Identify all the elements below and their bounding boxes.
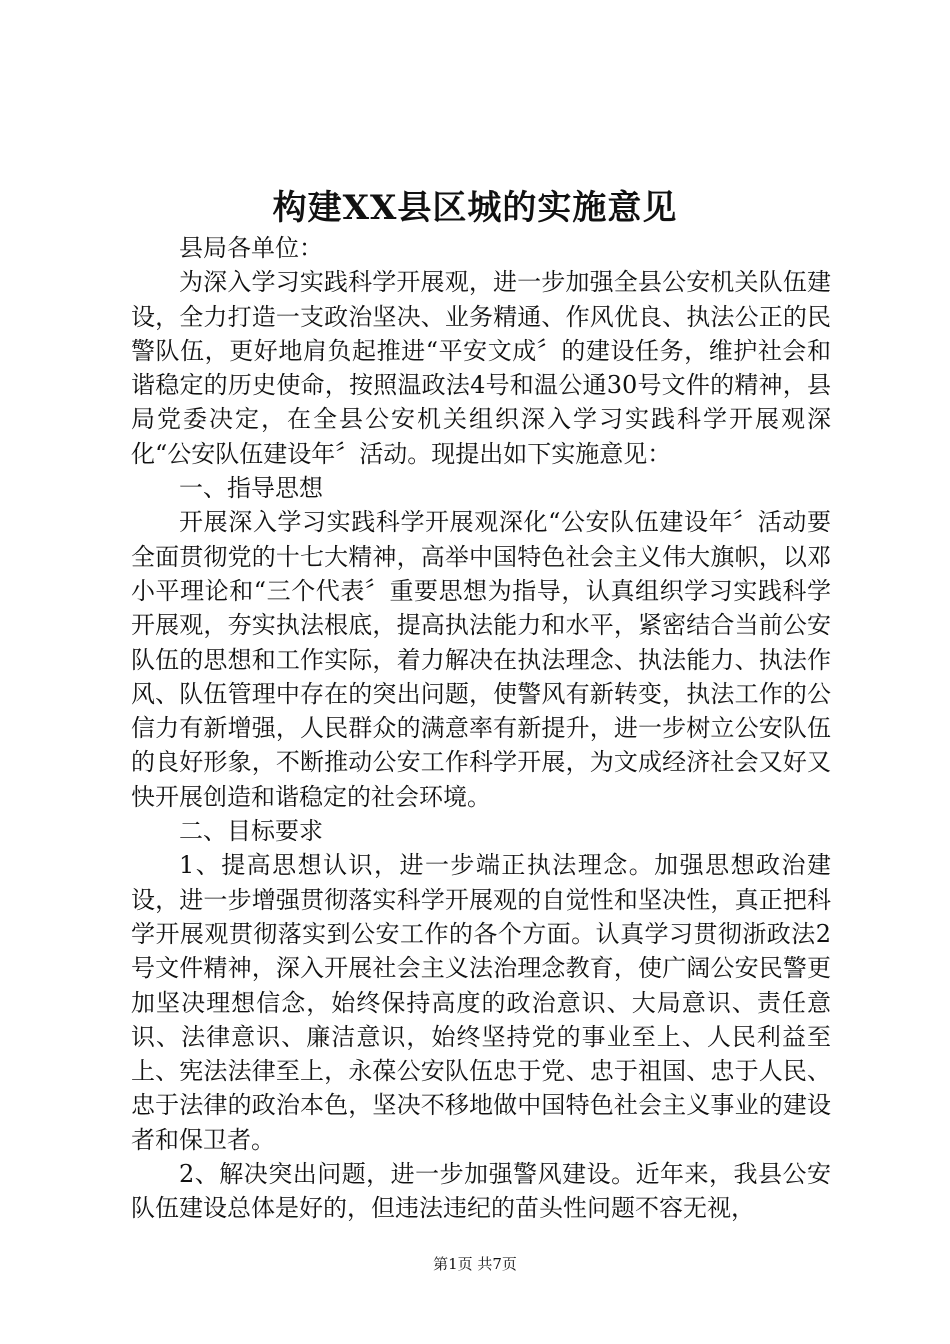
document-title: 构建XX县区城的实施意见 bbox=[272, 188, 678, 228]
paragraph-goal-1: 1、提高思想认识，进一步端正执法理念。加强思想政治建设，进一步增强贯彻落实科学开展观的自觉性和坚决性，真正把科学开展观贯彻落实到公安工作的各个方面。认真学习贯彻浙政法2号文件精神，深入开展社会主义法治理念教育，使广阔公安民警更加坚决理想信念，始终保持高度的政治意识、大局意识、责任意识、法律意识、廉洁意识，始终坚持党的事业至上、人民利益至上、宪法法律至上，永葆公安队伍忠于党、忠于祖国、忠于人民、忠于法律的政治本色，坚决不移地做中国特色社会主义事业的建设者和保卫者。 bbox=[131, 851, 831, 1154]
paragraph-guiding-thought: 开展深入学习实践科学开展观深化“公安队伍建设年〞活动要全面贯彻党的十七大精神，高举中国特色社会主义伟大旗帜，以邓小平理论和“三个代表〞重要思想为指导，认真组织学习实践科学开展观，夯实执法根底，提高执法能力和水平，紧密结合当前公安队伍的思想和工作实际，着力解决在执法理念、执法能力、执法作风、队伍管理中存在的突出问题，使警风有新转变，执法工作的公信力有新增强，人民群众的满意率有新提升，进一步树立公安队伍的良好形象，不断推动公安工作科学开展，为文成经济社会又好又快开展创造和谐稳定的社会环境。 bbox=[131, 508, 831, 811]
section-heading-guiding-thought: 一、指导思想 bbox=[179, 474, 323, 503]
section-heading-goals: 二、目标要求 bbox=[179, 817, 323, 846]
page-footer bbox=[0, 1254, 950, 1274]
page-indicator: 第1页 共7页 bbox=[433, 1255, 517, 1273]
document-body bbox=[131, 231, 831, 1226]
salutation: 县局各单位： bbox=[179, 234, 323, 262]
paragraph-intro: 为深入学习实践科学开展观，进一步加强全县公安机关队伍建设，全力打造一支政治坚决、业务精通、作风优良、执法公正的民警队伍，更好地肩负起推进“平安文成〞的建设任务，维护社会和谐稳定的历史使命，按照温政法4号和温公通30号文件的精神，县局党委决定，在全县公安机关组织深入学习实践科学开展观深化“公安队伍建设年〞活动。现提出如下实施意见： bbox=[131, 268, 831, 468]
paragraph-goal-2: 2、解决突出问题，进一步加强警风建设。近年来，我县公安队伍建设总体是好的，但违法违纪的苗头性问题不容无视， bbox=[131, 1160, 831, 1223]
